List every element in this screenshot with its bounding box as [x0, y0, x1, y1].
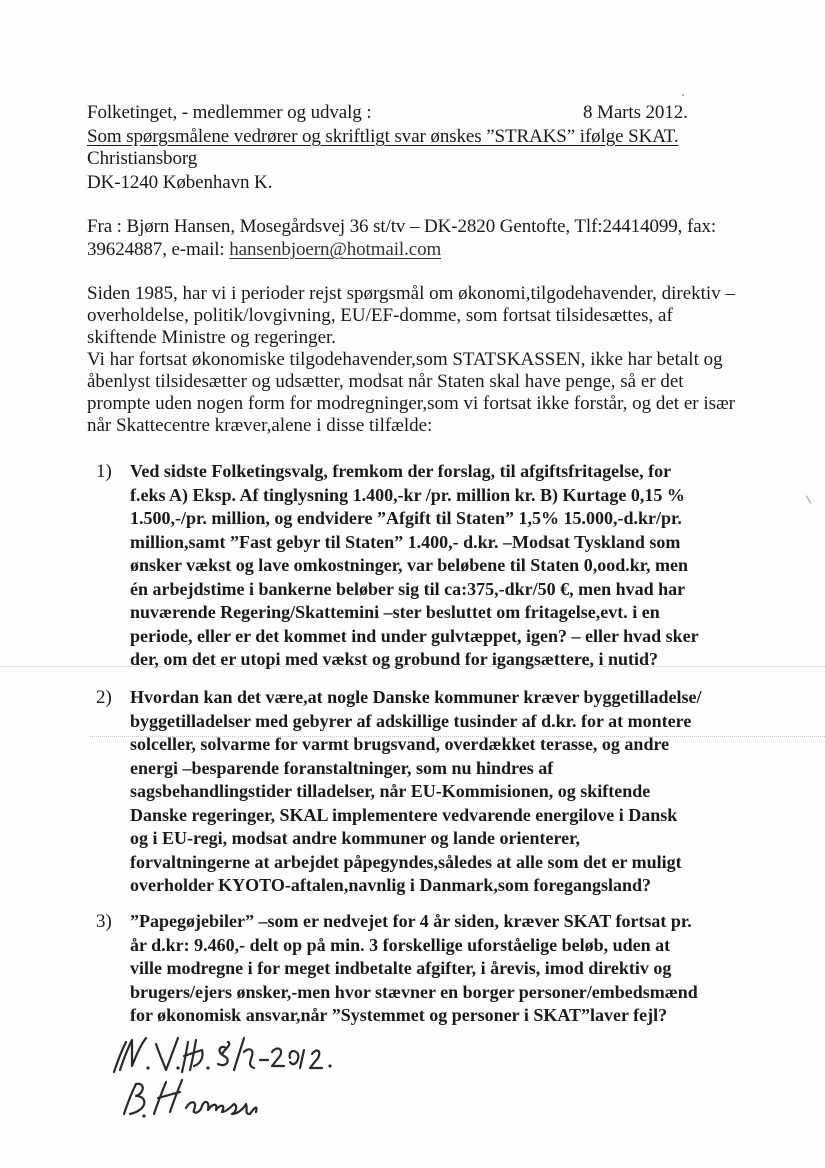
letter-date: 8 Marts 2012. — [583, 102, 688, 123]
question-line: og i EU-regi, modsat andre kommuner og lande orienterer, — [130, 828, 580, 848]
intro-line: skiftende Ministre og regeringer. — [87, 327, 337, 348]
question-line: energi –besparende foranstaltninger, som nu hindres af — [130, 757, 554, 778]
question-line: Hvordan kan det være,at nogle Danske kommuner kræver byggetilladelse/ — [130, 687, 702, 707]
intro-line: overholdelse, politik/lovgivning, EU/EF-domme, som fortsat tilsidesættes, af — [87, 305, 673, 326]
question-line: der, om det er utopi med vækst og grobund for igangsættere, i nutid? — [130, 649, 659, 669]
address-line-2: DK-1240 København K. — [87, 172, 273, 193]
intro-line: åbenlyst tilsidesætter og udsætter, modsat når Staten skal have penge, så er det — [87, 371, 684, 392]
question-line: år d.kr: 9.460,- delt op på min. 3 forskellige uforståelige beløb, uden at — [130, 934, 671, 955]
sender-line-1: Fra : Bjørn Hansen, Mosegårdsvej 36 st/tv – DK-2820 Gentofte, Tlf:24414099, fax: — [87, 216, 717, 237]
question-line: periode, eller er det kommet ind under gulvtæppet, igen? – eller hvad sker — [130, 625, 699, 646]
recipient-line: Folketinget, - medlemmer og udvalg : — [87, 102, 372, 123]
question-line: solceller, solvarme for varmt brugsvand, overdækket terasse, og andre — [130, 734, 670, 754]
question-text — [130, 910, 760, 1028]
question-line: nuværende Regering/Skattemini –ster besluttet om fritagelse,evt. i en — [130, 602, 660, 622]
intro-line: Vi har fortsat økonomiske tilgodehavender,som STATSKASSEN, ikke har betalt og — [87, 349, 723, 370]
scan-edge-mark — [806, 495, 811, 503]
subject-line: Som spørgsmålene vedrører og skriftligt svar ønskes ”STRAKS” ifølge SKAT. — [87, 126, 679, 147]
question-line: Ved sidste Folketingsvalg, fremkom der forslag, til afgiftsfritagelse, for — [130, 461, 672, 481]
question-line: brugers/ejers ønsker,-men hvor stævner en borger personer/embedsmænd — [130, 981, 698, 1002]
question-line: ville modregne i for meget indbetalte afgifter, i årevis, imod direktiv og — [130, 958, 672, 978]
handwritten-signature — [108, 1030, 368, 1130]
question-line: Danske regeringer, SKAL implementere vedvarende energilove i Dansk — [130, 804, 678, 825]
question-number: 3) — [96, 911, 112, 932]
intro-line: prompte uden nogen form for modregninger,som vi fortsat ikke forstår, og det er især — [87, 393, 736, 414]
question-line: forvaltningerne at arbejdet påpegyndes,således at alle som det er muligt — [130, 851, 682, 872]
sender-contact-prefix: 39624887, e-mail: — [87, 239, 230, 260]
question-line: overholder KYOTO-aftalen,navnlig i Danmark,som foregangsland? — [130, 875, 652, 895]
question-line: f.eks A) Eksp. Af tinglysning 1.400,-kr /pr. million kr. B) Kurtage 0,15 % — [130, 484, 685, 505]
question-line: 1.500,-/pr. million, og endvidere ”Afgift til Staten” 1,5% 15.000,-d.kr/pr. — [130, 508, 682, 528]
address-line-1: Christiansborg — [87, 148, 198, 169]
question-number: 2) — [96, 687, 112, 708]
question-line: ”Papegøjebiler” –som er nedvejet for 4 år siden, kræver SKAT fortsat pr. — [130, 911, 692, 931]
question-number: 1) — [96, 461, 112, 482]
intro-line: når Skattecentre kræver,alene i disse tilfælde: — [87, 415, 433, 436]
question-line: million,samt ”Fast gebyr til Staten” 1.400,- d.kr. –Modsat Tyskland som — [130, 531, 681, 552]
question-line: sagsbehandlingstider tilladelser, når EU-Kommisionen, og skiftende — [130, 781, 651, 801]
question-line: byggetilladelser med gebyrer af adskillige tusinder af d.kr. for at montere — [130, 710, 692, 731]
intro-line: Siden 1985, har vi i perioder rejst spørgsmål om økonomi,tilgodehavender, direktiv – — [87, 283, 735, 304]
sender-email-link[interactable]: hansenbjoern@hotmail.com — [229, 239, 442, 260]
question-line: ønsker vækst og lave omkostninger, var beløbene til Staten 0,ood.kr, men — [130, 555, 689, 575]
sender-line-2 — [87, 238, 441, 261]
question-line: én arbejdstime i bankerne beløber sig til ca:375,-dkr/50 €, men hvad har — [130, 578, 686, 599]
question-text — [130, 686, 760, 898]
scan-edge-mark — [682, 94, 684, 96]
question-text — [130, 460, 760, 672]
intro-paragraph — [87, 283, 747, 437]
question-line: for økonomisk ansvar,når ”Systemmet og personer i SKAT”laver fejl? — [130, 1005, 668, 1025]
